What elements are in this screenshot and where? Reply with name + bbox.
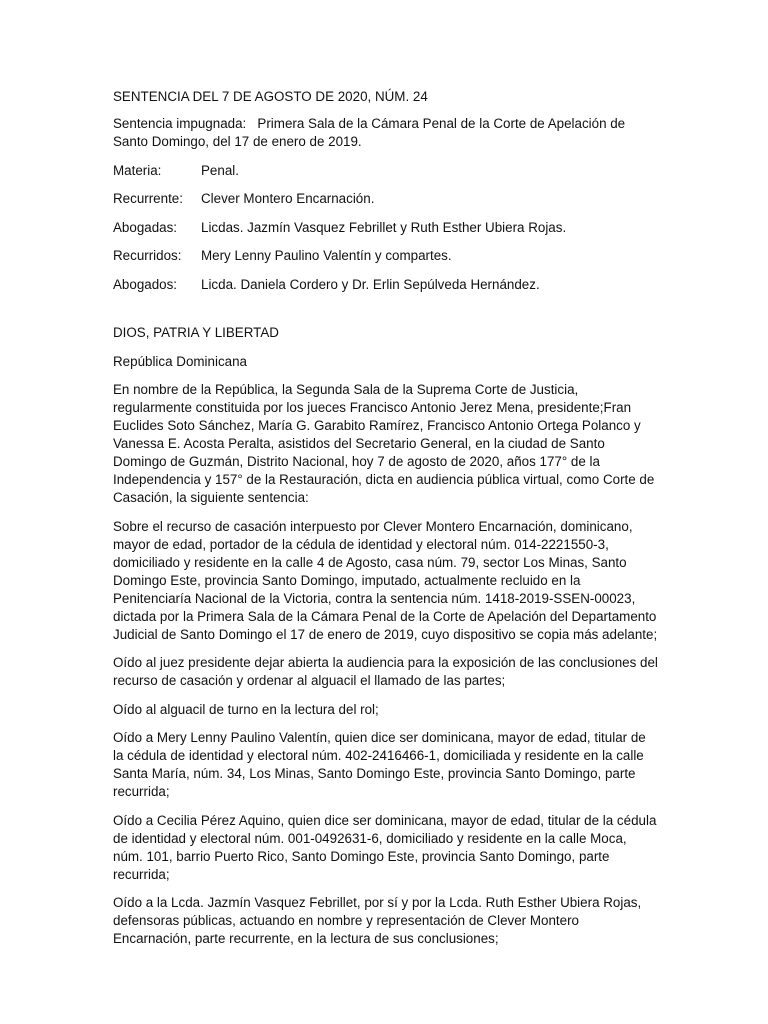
paragraph: Oído a la Lcda. Jazmín Vasquez Febrillet, por sí y por la Lcda. Ruth Esther Ubiera Rojas, defensoras públicas, actuando en nombre y representación de Clever Montero Encarnación, parte recurrente, en la lectura de sus conclusiones;: [113, 895, 642, 946]
field-label: Abogadas:: [113, 219, 178, 235]
field-label: Abogados:: [113, 276, 178, 292]
field-value: Licda. Daniela Cordero y Dr. Erlin Sepúlveda Hernández.: [201, 276, 540, 292]
field-recurridos: [113, 247, 658, 265]
field-value: Penal.: [201, 162, 239, 178]
paragraph: Oído al juez presidente dejar abierta la audiencia para la exposición de las conclusiones del recurso de casación y ordenar al alguacil el llamado de las partes;: [113, 655, 658, 688]
impugned-ruling: Sentencia impugnada: Primera Sala de la Cámara Penal de la Corte de Apelación de Santo Domingo, del 17 de enero de 2019.: [113, 116, 629, 149]
paragraph: Oído al alguacil de turno en la lectura del rol;: [113, 701, 379, 717]
paragraph: En nombre de la República, la Segunda Sala de la Suprema Corte de Justicia, regularmente constituida por los jueces Francisco Antonio Jerez Mena, presidente;Fran Euclides Soto Sánchez, María G. Garabito Ramírez, Francisco Antonio Ortega Polanco y Vanessa E. Acosta Peralta, asistidos del Secretario General, en la ciudad de Santo Domingo de Guzmán, Distrito Nacional, hoy 7 de agosto de 2020, años 177° de la Independencia y 157° de la Restauración, dicta en audiencia pública virtual, como Corte de Casación, la siguiente sentencia:: [113, 382, 655, 505]
field-value: Clever Montero Encarnación.: [201, 191, 375, 206]
spacer: [113, 304, 658, 324]
document-title: SENTENCIA DEL 7 DE AGOSTO DE 2020, NÚM. 24: [113, 89, 428, 104]
field-materia: [113, 162, 658, 180]
field-value: Licdas. Jazmín Vasquez Febrillet y Ruth Esther Ubiera Rojas.: [201, 219, 567, 235]
motto: DIOS, PATRIA Y LIBERTAD: [113, 325, 279, 340]
paragraph: Oído a Cecilia Pérez Aquino, quien dice ser dominicana, mayor de edad, titular de la cédula de identidad y electoral núm. 001-0492631-6, domiciliado y residente en la calle Moca, núm. 101, barrio Puerto Rico, Santo Domingo Este, provincia Santo Domingo, parte recurrida;: [113, 812, 657, 882]
document-page: [113, 88, 658, 959]
country: República Dominicana: [113, 353, 247, 369]
field-abogados: [113, 276, 658, 294]
field-abogadas: [113, 219, 658, 237]
field-label: Recurridos:: [113, 248, 182, 263]
field-recurrente: [113, 190, 658, 208]
paragraph: Oído a Mery Lenny Paulino Valentín, quien dice ser dominicana, mayor de edad, titular de la cédula de identidad y electoral núm. 402-2416466-1, domiciliada y residente en la calle Santa María, núm. 34, Los Minas, Santo Domingo Este, provincia Santo Domingo, parte recurrida;: [113, 730, 646, 799]
field-label: Recurrente:: [113, 191, 183, 206]
field-value: Mery Lenny Paulino Valentín y compartes.: [201, 248, 452, 263]
field-label: Materia:: [113, 162, 162, 178]
paragraph: Sobre el recurso de casación interpuesto por Clever Montero Encarnación, dominicano, mayor de edad, portador de la cédula de identidad y electoral núm. 014-2221550-3, domiciliado y residente en la calle 4 de Agosto, casa núm. 79, sector Los Minas, Santo Domingo Este, provincia Santo Domingo, imputado, actualmente recluido en la Penitenciaría Nacional de la Victoria, contra la sentencia núm. 1418-2019-SSEN-00023, dictada por la Primera Sala de la Cámara Penal de la Corte de Apelación del Departamento Judicial de Santo Domingo el 17 de enero de 2019, cuyo dispositivo se copia más adelante;: [113, 518, 658, 642]
